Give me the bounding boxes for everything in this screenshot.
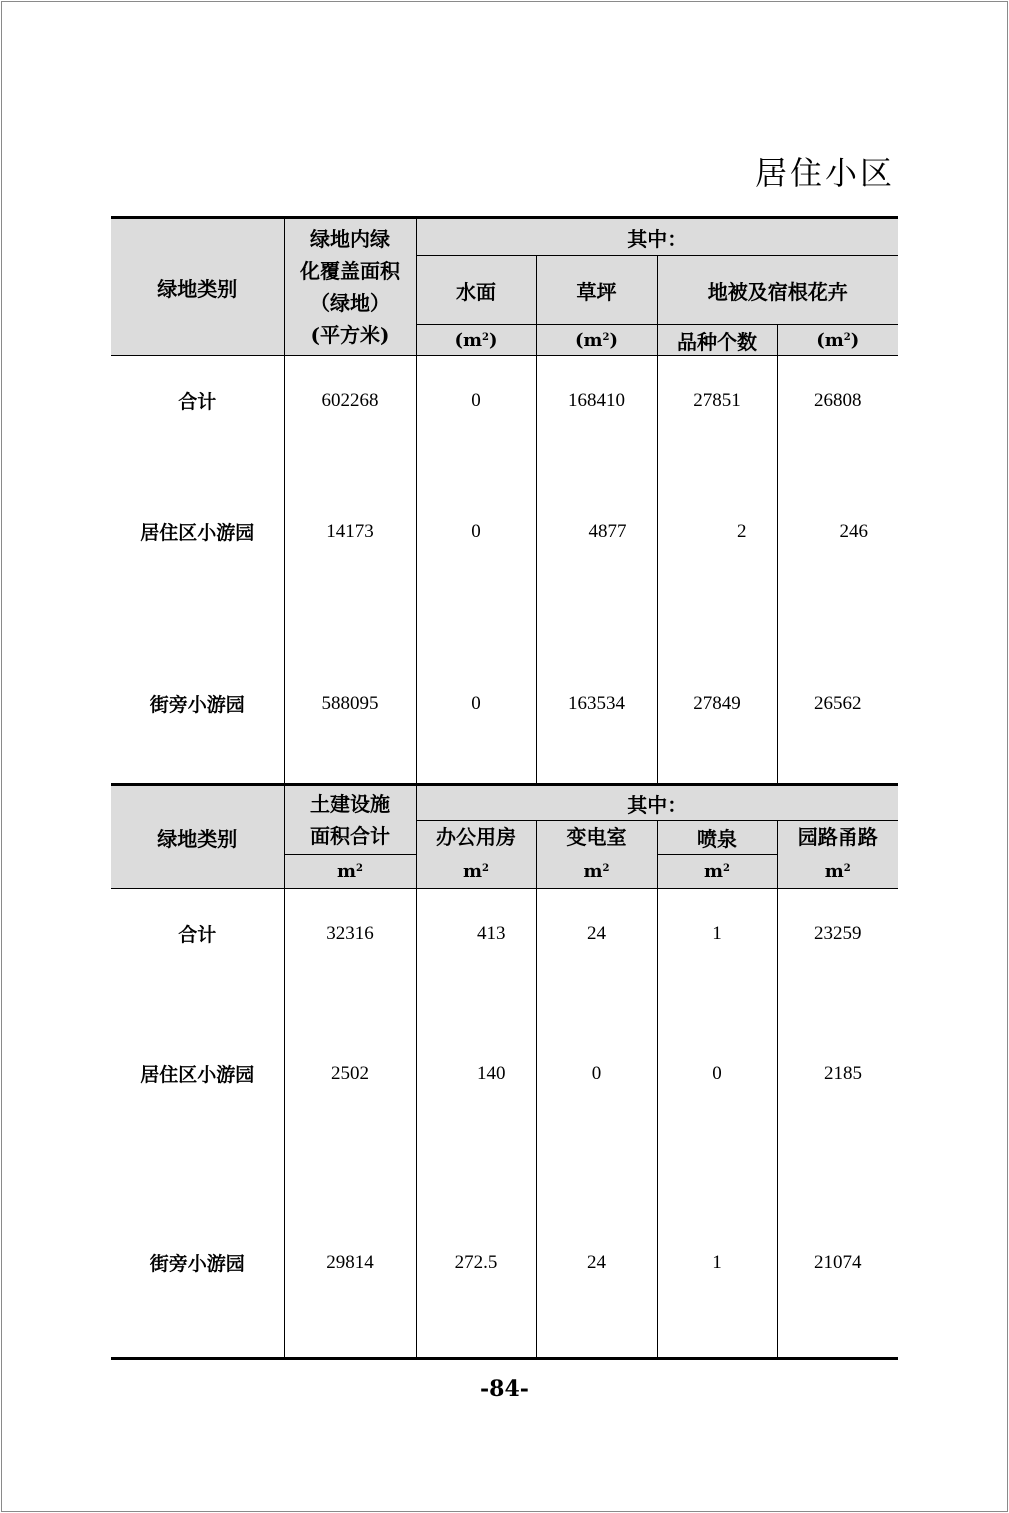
header-construction-area [284, 785, 416, 855]
cell-lawn: 4877 [536, 446, 657, 618]
cell-perennial-area: 246 [777, 446, 898, 618]
cell-fountain: 1 [657, 889, 777, 979]
row-category: 居住区小游园 [111, 446, 284, 618]
cell-perennial-area: 26808 [777, 356, 898, 446]
header-coverage-line-4: (平方米) [310, 323, 390, 347]
header-water: 水面 [416, 256, 536, 325]
header-coverage-area [284, 218, 416, 356]
cell-paths: 23259 [777, 889, 898, 979]
cell-paths: 21074 [777, 1169, 898, 1359]
construction-facilities-table [111, 783, 898, 1360]
unit-water: $(m^2)$ [416, 325, 536, 356]
cell-office: 272.5 [416, 1169, 536, 1359]
table-row [111, 356, 898, 446]
unit-construction: $m^2$ [284, 855, 416, 889]
header-category: 绿地类别 [111, 785, 284, 889]
header-substation: 变电室 $m^2$ [536, 821, 657, 889]
cell-water: 0 [416, 356, 536, 446]
header-construction-line-1: 土建设施 [310, 792, 390, 816]
cell-species: 27851 [657, 356, 777, 446]
cell-substation: 0 [536, 979, 657, 1169]
header-fountain: 喷泉 [657, 821, 777, 855]
cell-construction: 2502 [284, 979, 416, 1169]
table-row [111, 1169, 898, 1359]
cell-construction: 32316 [284, 889, 416, 979]
header-group: 其中： [416, 218, 898, 256]
cell-lawn: 168410 [536, 356, 657, 446]
header-office: 办公用房 $m^2$ [416, 821, 536, 889]
cell-fountain: 0 [657, 979, 777, 1169]
table-row [111, 979, 898, 1169]
cell-perennial-area: 26562 [777, 618, 898, 790]
cell-substation: 24 [536, 889, 657, 979]
row-category: 居住区小游园 [111, 979, 284, 1169]
header-lawn: 草坪 [536, 256, 657, 325]
header-group: 其中： [416, 785, 898, 821]
row-category: 街旁小游园 [111, 1169, 284, 1359]
cell-construction: 29814 [284, 1169, 416, 1359]
unit-perennial-area: $(m^2)$ [777, 325, 898, 356]
cell-office: 413 [416, 889, 536, 979]
cell-coverage: 602268 [284, 356, 416, 446]
cell-water: 0 [416, 618, 536, 790]
header-species-count: 品种个数 [657, 325, 777, 356]
row-category: 街旁小游园 [111, 618, 284, 790]
cell-paths: 2185 [777, 979, 898, 1169]
table-row [111, 446, 898, 618]
cell-water: 0 [416, 446, 536, 618]
cell-fountain: 1 [657, 1169, 777, 1359]
header-paths: 园路甬路 $m^2$ [777, 821, 898, 889]
page-number: -84- [480, 1376, 529, 1402]
section-title: 居住小区 [754, 154, 895, 192]
unit-lawn: $(m^2)$ [536, 325, 657, 356]
header-coverage-line-1: 绿地内绿 [310, 227, 390, 251]
header-category: 绿地类别 [111, 218, 284, 356]
cell-lawn: 163534 [536, 618, 657, 790]
row-category: 合计 [111, 889, 284, 979]
cell-substation: 24 [536, 1169, 657, 1359]
row-category: 合计 [111, 356, 284, 446]
cell-species: 27849 [657, 618, 777, 790]
table-row [111, 889, 898, 979]
header-coverage-line-3: （绿地） [310, 291, 390, 315]
header-construction-line-2: 面积合计 [310, 824, 390, 848]
cell-coverage: 14173 [284, 446, 416, 618]
greenland-coverage-table [111, 216, 898, 790]
cell-species: 2 [657, 446, 777, 618]
header-perennial: 地被及宿根花卉 [657, 256, 898, 325]
cell-office: 140 [416, 979, 536, 1169]
cell-coverage: 588095 [284, 618, 416, 790]
table-row [111, 618, 898, 790]
header-coverage-line-2: 化覆盖面积 [300, 259, 400, 283]
unit-fountain: $m^2$ [657, 855, 777, 889]
